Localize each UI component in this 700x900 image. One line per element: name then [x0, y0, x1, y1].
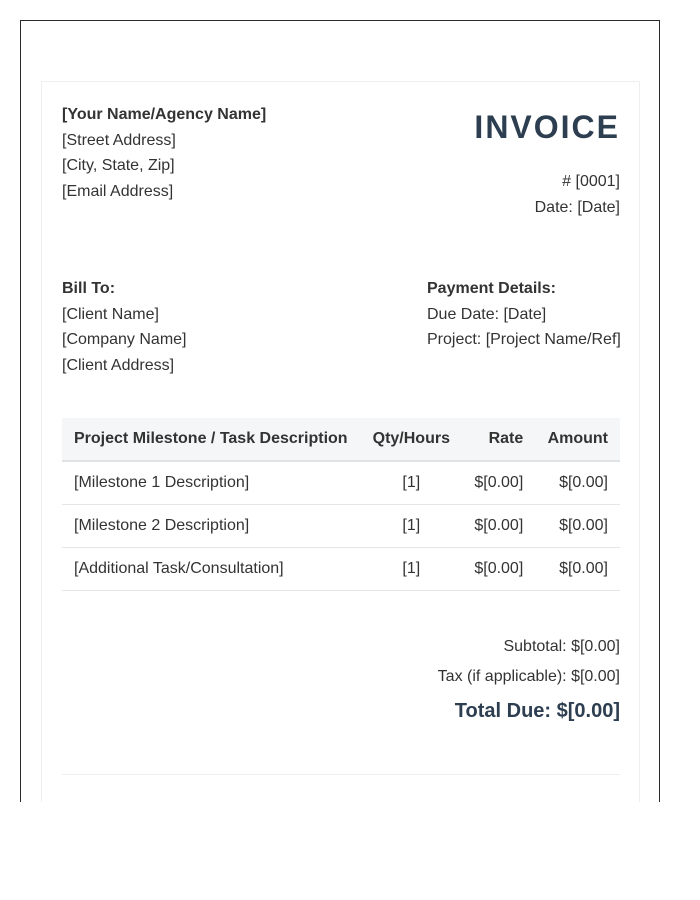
total-due: Total Due: $[0.00] — [454, 700, 620, 722]
cell-qty: [1] — [360, 548, 462, 591]
sender-name: [Your Name/Agency Name] — [62, 106, 267, 123]
payment-details-block — [427, 276, 621, 353]
column-header-description: Project Milestone / Task Description — [62, 418, 360, 461]
invoice-title: INVOICE — [474, 109, 620, 145]
payment-heading: Payment Details: — [427, 280, 556, 297]
invoice-number: # [0001] — [562, 173, 620, 190]
cell-qty: [1] — [360, 505, 462, 548]
sender-email: [Email Address] — [62, 183, 174, 201]
company-name: [Company Name] — [62, 331, 187, 349]
table-row — [62, 505, 620, 548]
line-items-table — [62, 418, 620, 591]
sender-street: [Street Address] — [62, 131, 176, 149]
cell-amount: $[0.00] — [535, 505, 620, 548]
footer-divider — [62, 774, 620, 775]
subtotal: Subtotal: $[0.00] — [503, 638, 620, 655]
totals-block — [438, 632, 620, 726]
cell-description: [Milestone 2 Description] — [62, 505, 360, 548]
invoice-date: Date: [Date] — [534, 198, 620, 216]
sender-city: [City, State, Zip] — [62, 157, 175, 175]
due-date: Due Date: [Date] — [427, 305, 547, 323]
cell-description: [Milestone 1 Description] — [62, 461, 360, 505]
column-header-amount: Amount — [535, 418, 620, 461]
column-header-qty: Qty/Hours — [360, 418, 462, 461]
cell-rate: $[0.00] — [462, 505, 535, 548]
cell-qty: [1] — [360, 461, 462, 505]
table-row — [62, 548, 620, 591]
cell-amount: $[0.00] — [535, 461, 620, 505]
client-address: [Client Address] — [62, 357, 175, 375]
cell-rate: $[0.00] — [462, 461, 535, 505]
bill-to-block — [62, 276, 187, 379]
invoice-meta — [535, 169, 620, 220]
bill-to-heading: Bill To: — [62, 280, 116, 297]
table-row — [62, 461, 620, 505]
table-header-row — [62, 418, 620, 461]
project-ref: Project: [Project Name/Ref] — [427, 331, 621, 349]
tax: Tax (if applicable): $[0.00] — [437, 668, 620, 685]
column-header-rate: Rate — [462, 418, 535, 461]
cell-amount: $[0.00] — [535, 548, 620, 591]
sender-block — [62, 102, 266, 205]
cell-rate: $[0.00] — [462, 548, 535, 591]
client-name: [Client Name] — [62, 305, 159, 323]
cell-description: [Additional Task/Consultation] — [62, 548, 360, 591]
